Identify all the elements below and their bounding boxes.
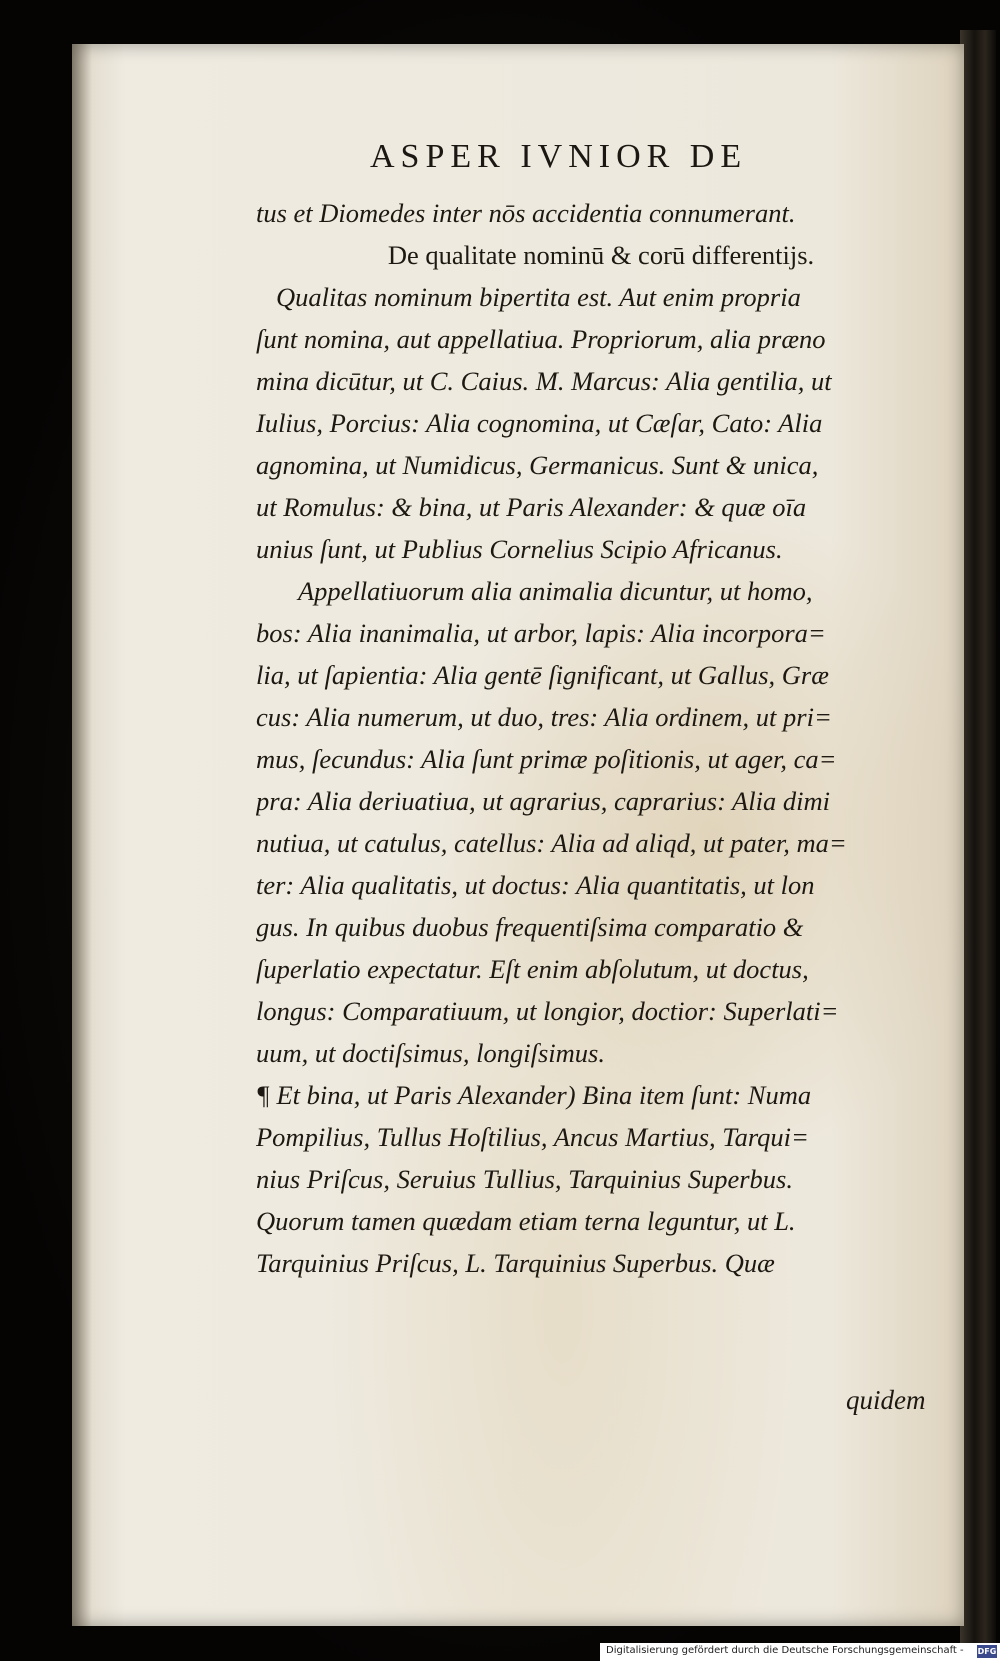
text-line: uum, ut doctiſsimus, longiſsimus. bbox=[256, 1038, 605, 1068]
text-line: Appellatiuorum alia animalia dicuntur, ut homo, bbox=[298, 576, 813, 606]
text-line: bos: Alia inanimalia, ut arbor, lapis: Alia incorpora= bbox=[256, 618, 826, 648]
text-line: ter: Alia qualitatis, ut doctus: Alia quantitatis, ut lon bbox=[256, 870, 815, 900]
catchword: quidem bbox=[846, 1385, 926, 1415]
text-line: cus: Alia numerum, ut duo, tres: Alia ordinem, ut pri= bbox=[256, 702, 832, 732]
footer-credit: Digitalisierung gefördert durch die Deutsche Forschungsgemeinschaft - bbox=[606, 1645, 964, 1656]
text-line: ¶ Et bina, ut Paris Alexander) Bina item ſunt: Numa bbox=[256, 1080, 812, 1110]
text-line: longus: Comparatiuum, ut longior, doctior: Superlati= bbox=[256, 996, 839, 1026]
text-line: Pompilius, Tullus Hoſtilius, Ancus Martius, Tarqui= bbox=[256, 1122, 809, 1152]
text-line: agnomina, ut Numidicus, Germanicus. Sunt & unica, bbox=[256, 450, 819, 480]
text-line: Tarquinius Priſcus, L. Tarquinius Superbus. Quæ bbox=[256, 1248, 775, 1278]
text-line: nutiua, ut catulus, catellus: Alia ad aliqd, ut pater, ma= bbox=[256, 828, 847, 858]
section-heading: De qualitate nominū & corū differentijs. bbox=[387, 240, 815, 270]
book-page-edges bbox=[960, 30, 996, 1650]
text-line: ut Romulus: & bina, ut Paris Alexander: & quæ oīa bbox=[256, 492, 807, 522]
text-line: lia, ut ſapientia: Alia gentē ſignificant, ut Gallus, Græ bbox=[256, 660, 829, 690]
running-head: ASPER IVNIOR DE bbox=[370, 138, 748, 175]
page-gutter-shadow bbox=[72, 44, 92, 1626]
text-line: Iulius, Porcius: Alia cognomina, ut Cæſar, Cato: Alia bbox=[256, 408, 823, 438]
text-line: unius ſunt, ut Publius Cornelius Scipio Africanus. bbox=[256, 534, 783, 564]
text-line: Quorum tamen quædam etiam terna leguntur, ut L. bbox=[256, 1206, 796, 1236]
dfg-logo: DFG bbox=[977, 1647, 997, 1656]
text-line: nius Priſcus, Seruius Tullius, Tarquinius Superbus. bbox=[256, 1164, 793, 1194]
text-line: mus, ſecundus: Alia ſunt primæ poſitionis, ut ager, ca= bbox=[256, 744, 837, 774]
text-line: pra: Alia deriuatiua, ut agrarius, caprarius: Alia dimi bbox=[256, 786, 830, 816]
text-line: gus. In quibus duobus frequentiſsima comparatio & bbox=[256, 912, 804, 942]
text-line: Qualitas nominum bipertita est. Aut enim propria bbox=[276, 282, 801, 312]
text-line: tus et Diomedes inter nōs accidentia connumerant. bbox=[256, 198, 796, 228]
text-line: mina dicūtur, ut C. Caius. M. Marcus: Alia gentilia, ut bbox=[256, 366, 832, 396]
text-block bbox=[256, 192, 916, 1284]
text-line: ſunt nomina, aut appellatiua. Propriorum, alia præno bbox=[256, 324, 826, 354]
text-line: ſuperlatio expectatur. Eſt enim abſolutum, ut doctus, bbox=[256, 954, 809, 984]
